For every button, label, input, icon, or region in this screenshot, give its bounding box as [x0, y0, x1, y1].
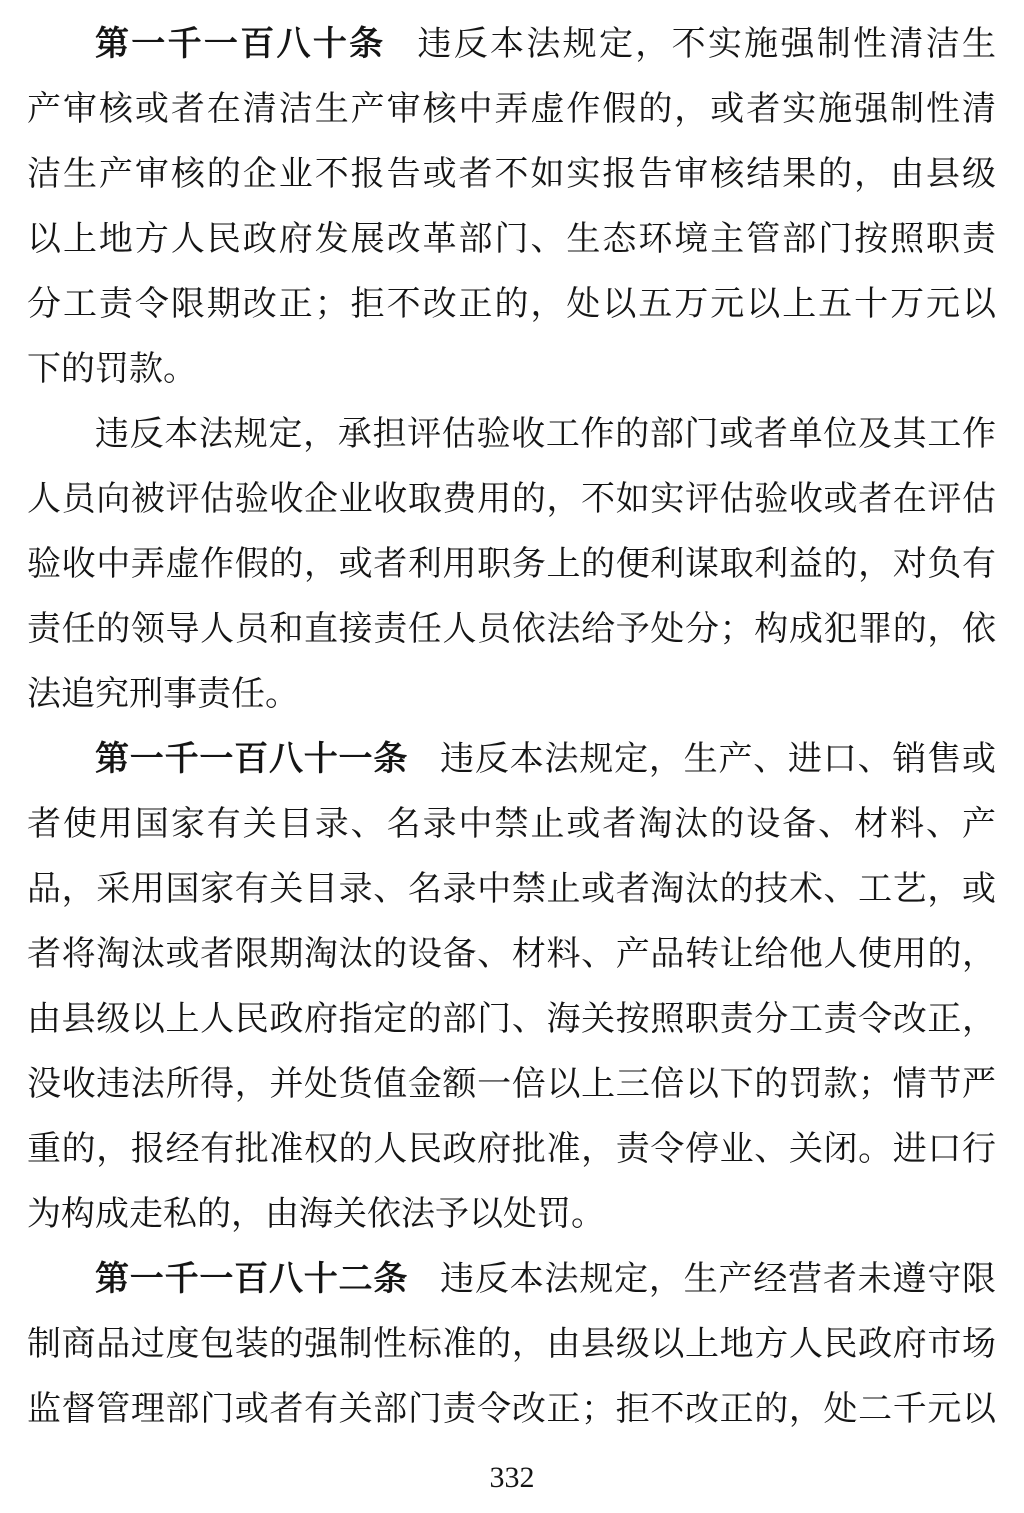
- text-line: [27, 1312, 996, 1377]
- line-text: 违反本法规定，生产、进口、销售或: [440, 741, 996, 778]
- line-text: 下的罚款。: [27, 351, 197, 388]
- text-line: [27, 727, 996, 792]
- text-line: [27, 1052, 996, 1117]
- page-number: 332: [489, 1461, 535, 1494]
- text-line: [27, 662, 996, 727]
- text-line: [27, 1117, 996, 1182]
- line-text: 者将淘汰或者限期淘汰的设备、材料、产品转让给他人使用的，: [27, 936, 996, 973]
- line-text: 验收中弄虚作假的，或者利用职务上的便利谋取利益的，对负有: [27, 546, 996, 583]
- article-number: 第一千一百八十二条: [95, 1260, 409, 1298]
- line-text: 责任的领导人员和直接责任人员依法给予处分；构成犯罪的，依: [27, 611, 996, 648]
- text-line: [27, 272, 996, 337]
- line-text: 洁生产审核的企业不报告或者不如实报告审核结果的，由县级: [27, 156, 996, 193]
- line-text: 分工责令限期改正；拒不改正的，处以五万元以上五十万元以: [27, 286, 996, 323]
- text-line: [27, 142, 996, 207]
- text-line: [27, 1247, 996, 1312]
- text-line: [27, 1182, 996, 1247]
- line-text: 以上地方人民政府发展改革部门、生态环境主管部门按照职责: [27, 221, 996, 258]
- text-line: [27, 792, 996, 857]
- text-line: [27, 857, 996, 922]
- text-line: [27, 1377, 996, 1442]
- article-number: 第一千一百八十条: [95, 25, 386, 63]
- text-line: [27, 12, 996, 77]
- line-text: 者使用国家有关目录、名录中禁止或者淘汰的设备、材料、产: [27, 806, 996, 843]
- line-text: 违反本法规定，生产经营者未遵守限: [440, 1261, 996, 1298]
- line-text: 制商品过度包装的强制性标准的，由县级以上地方人民政府市场: [27, 1326, 996, 1363]
- line-text: 产审核或者在清洁生产审核中弄虚作假的，或者实施强制性清: [27, 91, 996, 128]
- line-text: 没收违法所得，并处货值金额一倍以上三倍以下的罚款；情节严: [27, 1066, 996, 1103]
- line-text: 品，采用国家有关目录、名录中禁止或者淘汰的技术、工艺，或: [27, 871, 996, 908]
- text-line: [27, 597, 996, 662]
- document-body: [27, 12, 996, 1442]
- text-line: [27, 922, 996, 987]
- line-text: 违反本法规定，不实施强制性清洁生: [417, 26, 997, 63]
- article-number: 第一千一百八十一条: [95, 740, 409, 778]
- text-line: [27, 532, 996, 597]
- line-text: 人员向被评估验收企业收取费用的，不如实评估验收或者在评估: [27, 481, 996, 518]
- text-line: [27, 207, 996, 272]
- text-line: [27, 467, 996, 532]
- line-text: 为构成走私的，由海关依法予以处罚。: [27, 1196, 605, 1233]
- text-line: [27, 337, 996, 402]
- line-text: 法追究刑事责任。: [27, 676, 299, 713]
- line-text: 由县级以上人民政府指定的部门、海关按照职责分工责令改正，: [27, 1001, 996, 1038]
- text-line: [27, 77, 996, 142]
- text-line: [27, 987, 996, 1052]
- text-line: [27, 402, 996, 467]
- line-text: 重的，报经有批准权的人民政府批准，责令停业、关闭。进口行: [27, 1131, 996, 1168]
- line-text: 违反本法规定，承担评估验收工作的部门或者单位及其工作: [95, 416, 996, 453]
- line-text: 监督管理部门或者有关部门责令改正；拒不改正的，处二千元以: [27, 1391, 996, 1428]
